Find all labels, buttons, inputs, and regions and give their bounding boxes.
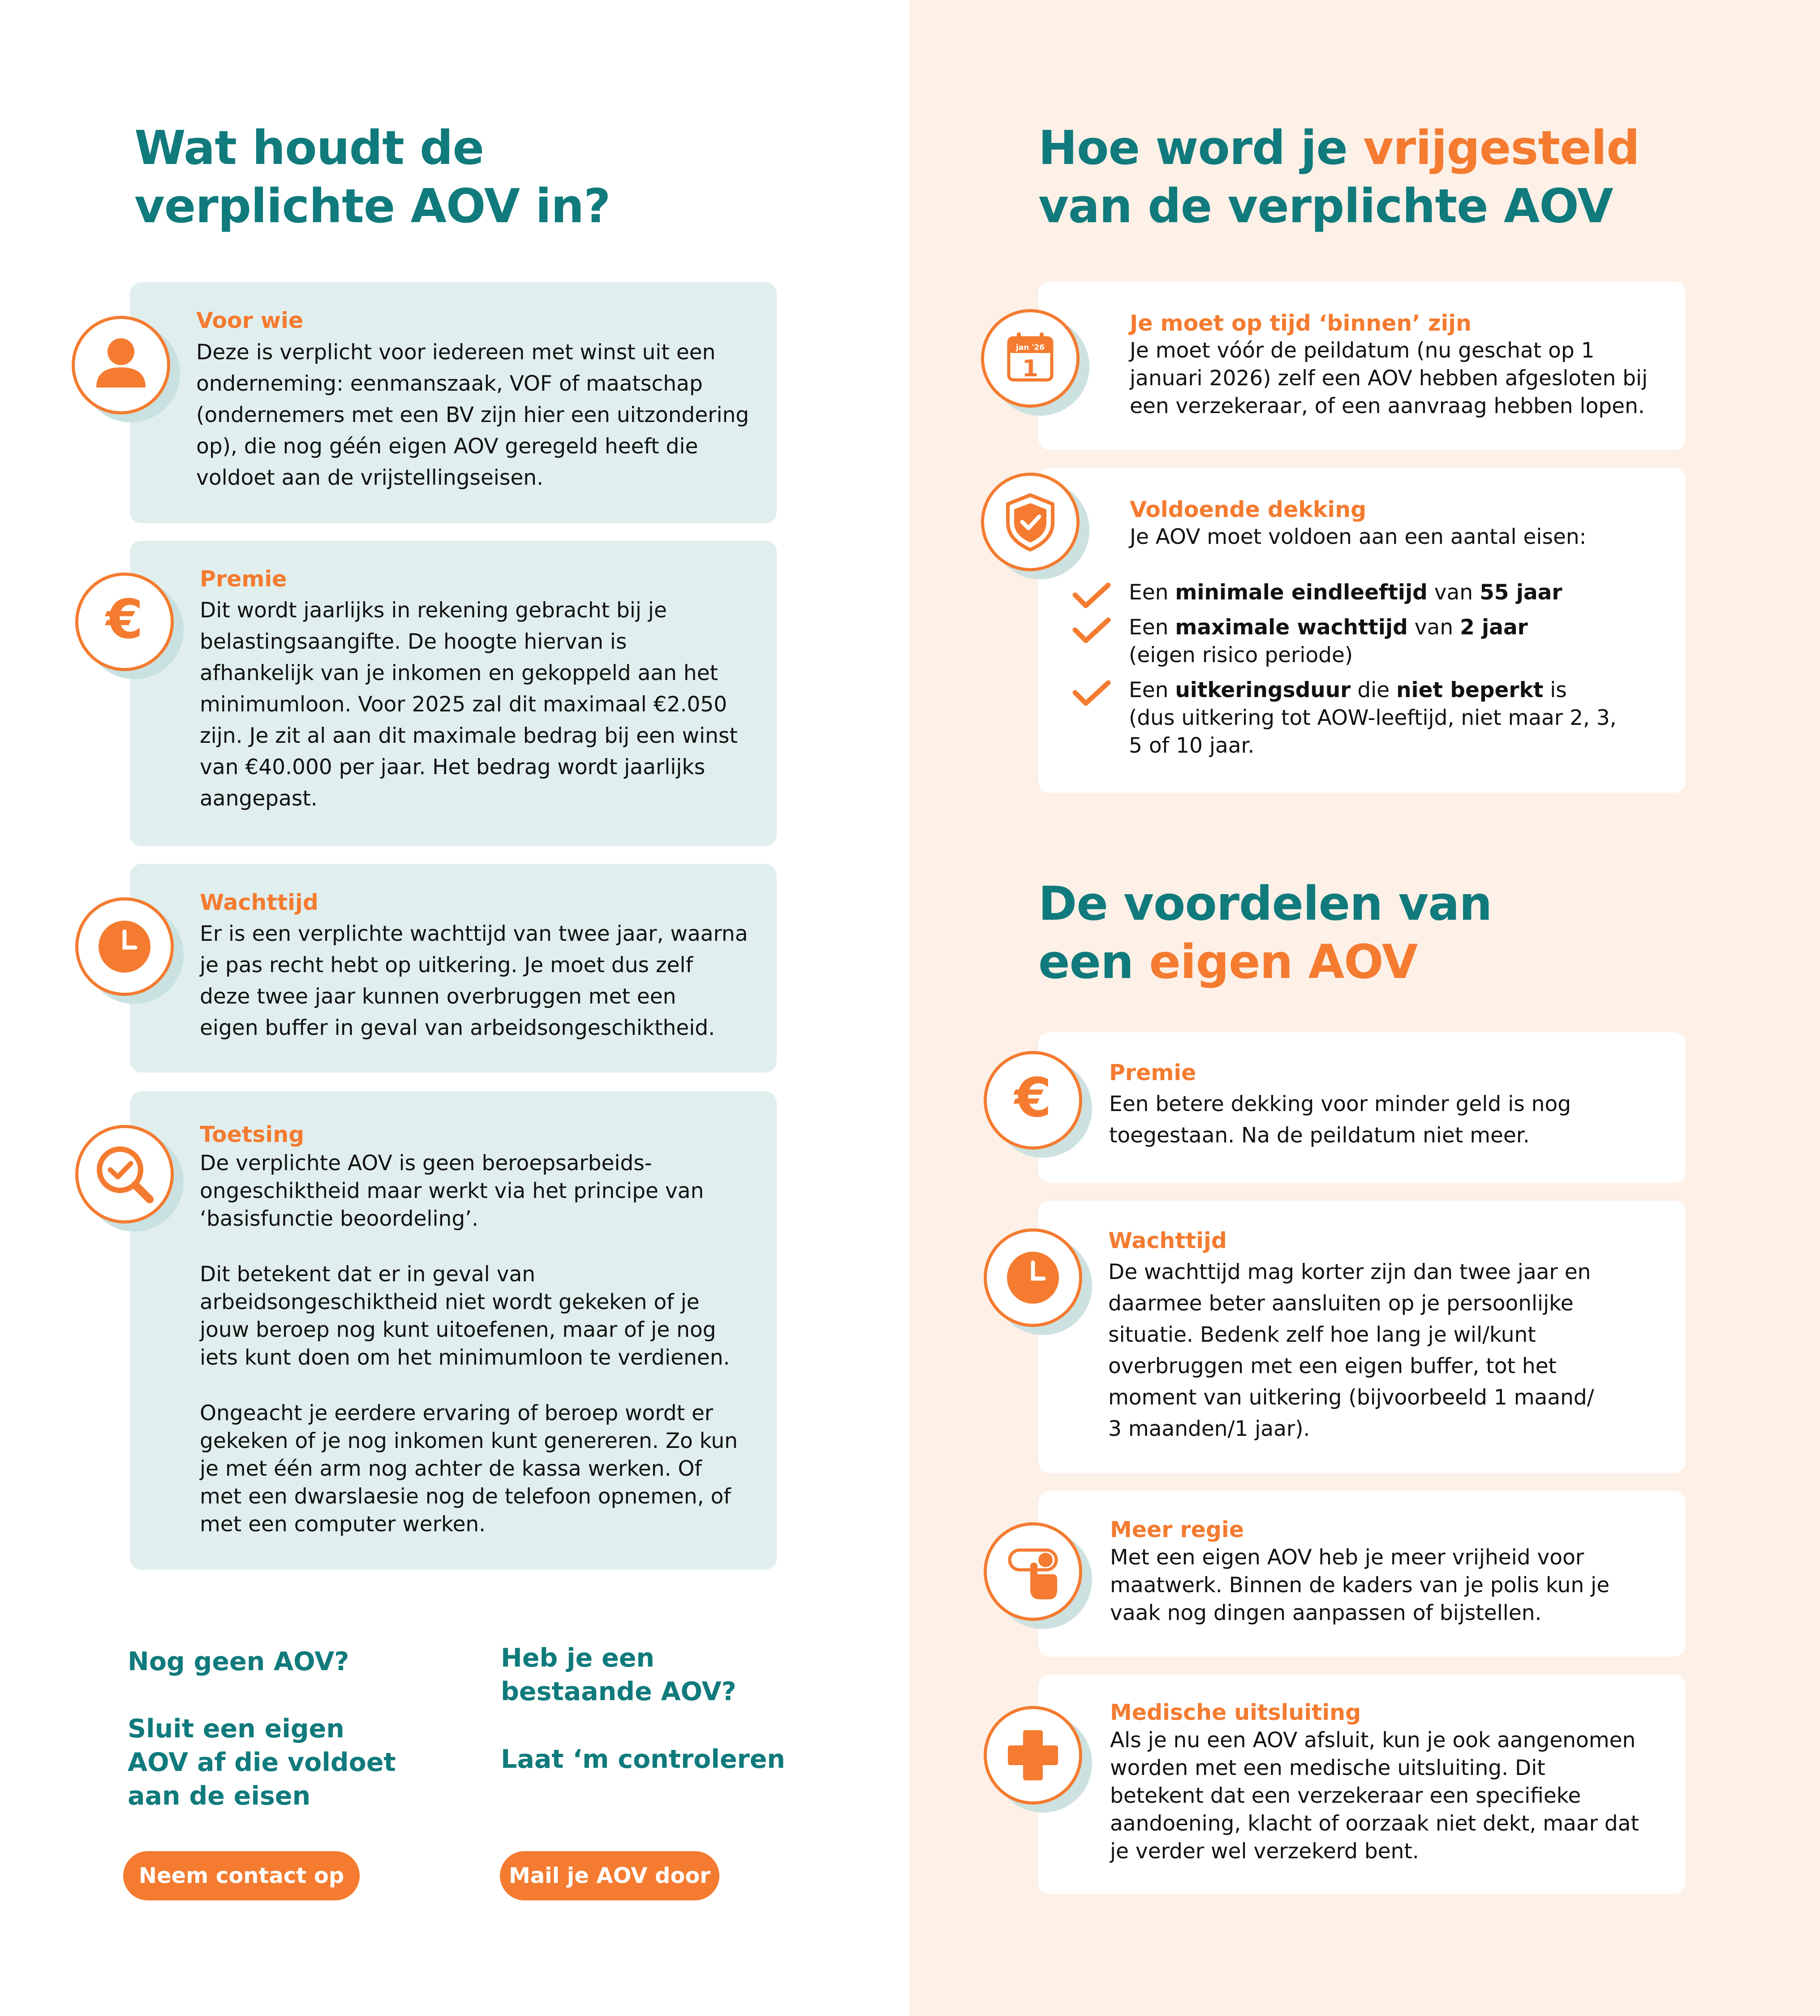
shield-check-icon-badge — [981, 473, 1087, 578]
cta-text: Laat ‘m controleren — [501, 1745, 785, 1774]
person-icon-badge — [72, 316, 177, 422]
euro-icon-badge — [984, 1051, 1089, 1157]
card-title: Wachttijd — [1108, 1228, 1227, 1254]
card-text: Als je nu een AOV afsluit, kun je ook aangenomen worden met een medische uitsluiting. Dit betekent dat een verzekeraar een specifieke aandoening, klacht of oorzaak niet dekt, maar dat je verder wel verzekerd bent. — [1110, 1728, 1639, 1864]
left-heading-line2: verplichte AOV in? — [134, 179, 611, 233]
requirement-item: Een uitkeringsduur die niet beperkt is (dus uitkering tot AOW-leeftijd, niet maar 2, 3, 5 of 10 jaar. — [1071, 676, 1654, 762]
card-text: Er is een verplichte wachttijd van twee jaar, waarna je pas recht hebt op uitkering. Je moet dus zelf deze twee jaar kunnen overbruggen met een eigen buffer in geval van arbeidsongeschiktheid. — [200, 922, 748, 1040]
card-title: Meer regie — [1110, 1517, 1244, 1542]
mail-aov-button[interactable]: Mail je AOV door — [500, 1851, 719, 1900]
card-title: Je moet op tijd ‘binnen’ zijn — [1130, 310, 1471, 336]
left-heading — [134, 119, 610, 235]
svg-text:1: 1 — [1022, 355, 1039, 382]
card-text: Met een eigen AOV heb je meer vrijheid voor maatwerk. Binnen de kaders van je polis kun je vaak nog dingen aanpassen of bijstellen. — [1110, 1545, 1610, 1625]
contact-button[interactable]: Neem contact op — [123, 1851, 360, 1900]
card-text: Je moet vóór de peildatum (nu geschat op 1 januari 2026) zelf een AOV hebben afgesloten bij een verzekeraar, of een aanvraag hebben lopen. — [1130, 338, 1648, 418]
clock-icon-badge — [984, 1228, 1089, 1334]
check-icon — [1071, 678, 1112, 710]
svg-text:jan '26: jan '26 — [1015, 343, 1045, 352]
toggle-hand-icon — [984, 1522, 1082, 1621]
clock-icon — [75, 897, 174, 996]
card-intro: Je AOV moet voldoen aan een aantal eisen: — [1130, 525, 1587, 549]
shield-check-icon — [981, 473, 1080, 571]
card-title: Toetsing — [200, 1122, 305, 1147]
euro-icon — [75, 573, 174, 671]
calendar-icon-badge — [981, 309, 1087, 415]
person-icon — [72, 316, 170, 414]
magnifier-check-icon — [75, 1125, 174, 1223]
check-icon — [1071, 616, 1112, 647]
toggle-hand-icon-badge — [984, 1522, 1089, 1628]
card-title: Voldoende dekking — [1130, 497, 1367, 522]
right-heading-exemption: Hoe word je vrijgesteld van de verplichte AOV — [1038, 121, 1639, 233]
left-heading-line1: Wat houdt de — [134, 121, 484, 175]
requirement-item: Een maximale wachttijd van 2 jaar (eigen risico periode) — [1071, 614, 1654, 672]
card-text: Dit wordt jaarlijks in rekening gebracht bij je belastingsaangifte. De hoogte hiervan is afhankelijk van je inkomen en gekoppeld aan het minimumloon. Voor 2025 zal dit maximaal €2.050 zijn. Je zit al aan dit maximale bedrag bij een winst van €40.000 per jaar. Het bedrag wordt jaarlijks aangepast. — [200, 598, 738, 811]
card-text: Een betere dekking voor minder geld is nog toegestaan. Na de peildatum niet meer. — [1109, 1092, 1571, 1148]
medical-cross-icon — [984, 1706, 1082, 1805]
svg-text:€: € — [1014, 1067, 1052, 1129]
card-title: Wachttijd — [200, 890, 318, 915]
medical-cross-icon-badge — [984, 1706, 1089, 1812]
check-icon — [1071, 581, 1112, 612]
right-heading-benefits: De voordelen van een eigen AOV — [1038, 876, 1492, 989]
cta-question: Heb je een bestaande AOV? — [501, 1643, 736, 1706]
euro-icon — [984, 1051, 1082, 1150]
clock-icon — [984, 1228, 1082, 1327]
magnifier-check-icon-badge — [75, 1125, 181, 1231]
card-text: Deze is verplicht voor iedereen met winst uit een onderneming: eenmanszaak, VOF of maatschap (ondernemers met een BV zijn hier een uitzondering op), die nog géén eigen AOV geregeld heeft die voldoet aan de vrijstellingseisen. — [196, 340, 749, 490]
card-title: Medische uitsluiting — [1110, 1700, 1361, 1725]
calendar-icon — [981, 309, 1080, 408]
svg-text:€: € — [106, 589, 143, 651]
cta-question: Nog geen AOV? — [128, 1647, 349, 1676]
card-title: Premie — [1109, 1060, 1196, 1086]
requirement-item: Een minimale eindleeftijd van 55 jaar — [1071, 579, 1654, 610]
euro-icon-badge — [75, 573, 181, 678]
card-title: Premie — [200, 566, 287, 592]
card-text: De wachttijd mag korter zijn dan twee jaar en daarmee beter aansluiten op je persoonlijke situatie. Bedenk zelf hoe lang je wil/kunt overbruggen met een eigen buffer, tot het moment van uitkering (bijvoorbeeld 1 maand/ 3 maanden/1 jaar). — [1108, 1260, 1594, 1441]
card-title: Voor wie — [196, 308, 304, 333]
card-text: De verplichte AOV is geen beroepsarbeids- ongeschiktheid maar werkt via het principe van ‘basisfunctie beoordeling’. Dit betekent dat er in geval van arbeidsongeschiktheid niet wordt gekeken of je jouw beroep nog kunt uitoefenen, maar of je nog iets kunt doen om het minimumloon te verdienen. Ongeacht je eerdere ervaring of beroep wordt er gekeken of je nog inkomen kunt genereren. Zo kun je met één arm nog achter de kassa werken. Of met een dwarslaesie nog de telefoon opnemen, of met een computer werken. — [200, 1151, 738, 1537]
cta-text: Sluit een eigen AOV af die voldoet aan de eisen — [128, 1714, 396, 1811]
clock-icon-badge — [75, 897, 181, 1003]
